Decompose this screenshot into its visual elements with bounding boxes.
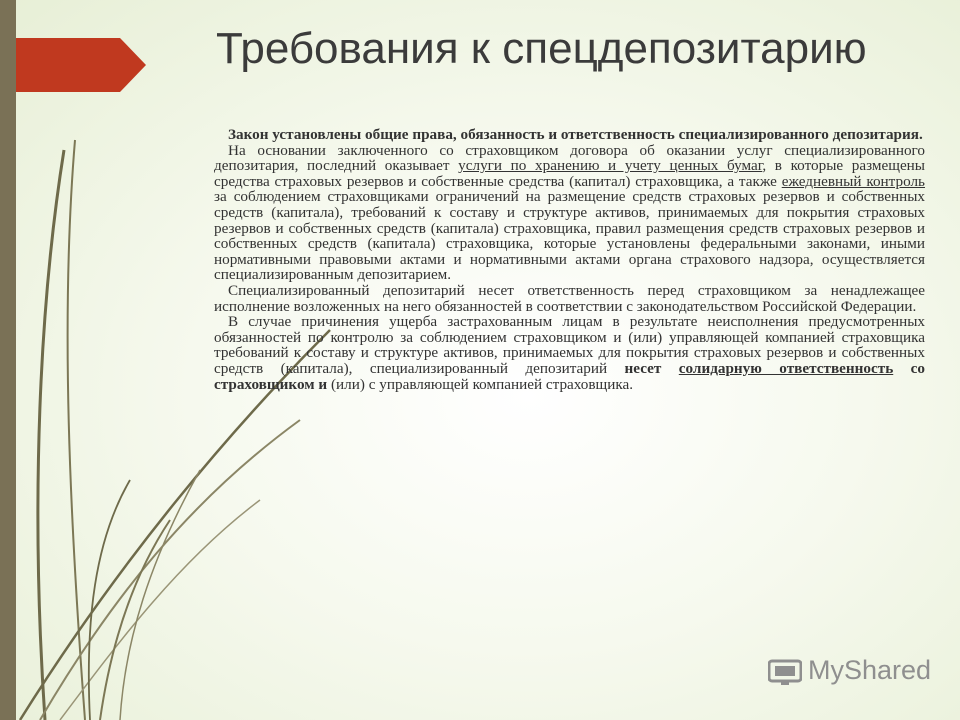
bold-fragment: со страховщиком и: [214, 359, 925, 393]
text-fragment: (или) с управляющей компанией страховщика.: [327, 375, 634, 393]
paragraph-services: [214, 143, 925, 283]
slide-body: [214, 127, 925, 392]
underlined-daily-control: ежедневный контроль: [781, 172, 925, 190]
text-fragment: В случае причинения ущерба застрахованным лицам в результате неисполнения предусмотренных обязанностей по контролю за соблюдением страховщиком и (или) управляющей компанией страховщика требований к составу и структуре активов, принимаемых для покрытия страховых резервов и собственных средств (капитала), специализированный депозитарий: [214, 313, 925, 377]
text-fragment: , в которые размещены средства страховых резервов и собственные средства (капитал) страховщика, а также: [214, 157, 926, 190]
paragraph-intro: Закон установлены общие права, обязанность и ответственность специализированного депозитария.: [228, 126, 923, 143]
text-fragment: за соблюдением страховщиками ограничений на размещение средств страховых резервов и собственных средств (капитала), требований к составу и структуре активов, принимаемых для покрытия страховых резервов и собственных средств (капитала) страховщика, правил размещения средств страховых резервов и собственных средств (капитала) страховщика, которые установлены федеральными законами, иными нормативными правовыми актами и нормативными актами органа страхового надзора, осуществляется специализированным депозитарием.: [214, 188, 925, 284]
underlined-joint-liability: солидарную ответственность: [678, 359, 894, 377]
watermark: [768, 655, 931, 686]
slide-title: Требования к спецдепозитарию: [216, 24, 867, 73]
watermark-text: MyShared: [808, 655, 932, 685]
text-fragment: На основании заключенного со страховщиком договора об оказании услуг специализированного депозитария, последний оказывает: [214, 141, 925, 175]
paragraph-responsibility: Специализированный депозитарий несет ответственность перед страховщиком за ненадлежащее исполнение возложенных на него обязанностей в соответствии с законодательством Российской Федерации.: [214, 281, 925, 315]
underlined-storage-services: услуги по хранению и учету ценных бумаг: [458, 157, 763, 175]
paragraph-damage: [214, 314, 925, 392]
projector-icon: [768, 656, 802, 686]
bold-fragment: несет: [624, 359, 679, 377]
title-accent-arrow: [0, 38, 150, 92]
